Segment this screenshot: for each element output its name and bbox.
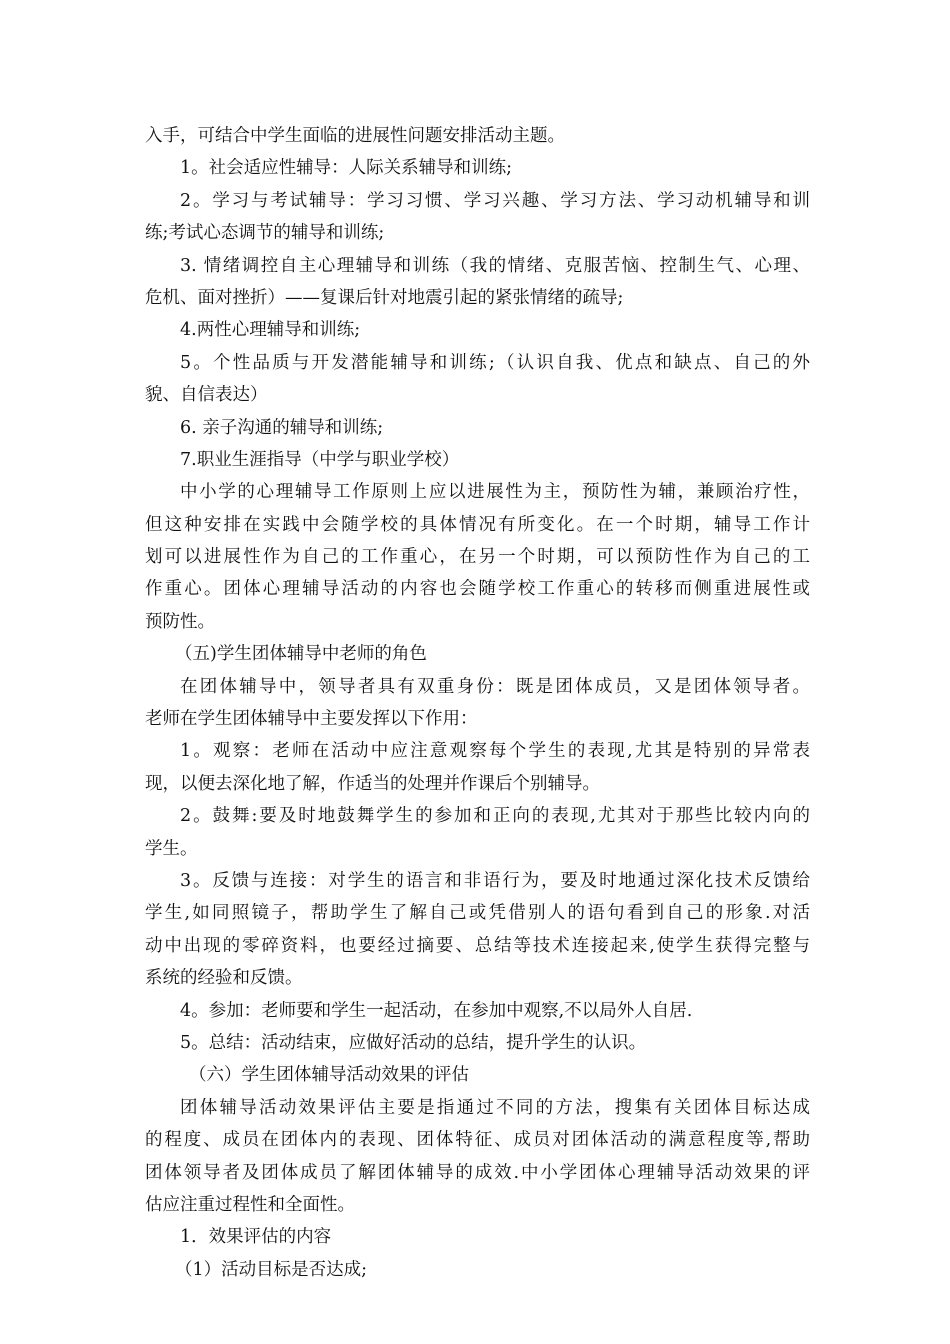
paragraph-line: 团体辅导活动效果评估主要是指通过不同的方法，搜集有关团体目标达成 — [180, 1097, 810, 1118]
text-line: 入手，可结合中学生面临的进展性问题安排活动主题。 — [145, 126, 565, 146]
text-line: 练;考试心态调节的辅导和训练; — [145, 223, 385, 244]
text-line: 现，以便去深化地了解，作适当的处理并作课后个别辅导。 — [145, 773, 600, 794]
text-line: 但这种安排在实践中会随学校的具体情况有所变化。在一个时期，辅导工作计 — [145, 514, 810, 535]
list-item: （1）活动目标是否达成; — [175, 1259, 368, 1280]
text-line: 貌、自信表达） — [145, 385, 268, 406]
text-line: 系统的经验和反馈。 — [145, 968, 303, 989]
text-line: 危机、面对挫折）——复课后针对地震引起的紧张情绪的疏导; — [145, 287, 624, 308]
list-item: 3. 情绪调控自主心理辅导和训练（我的情绪、克服苦恼、控制生气、心理、 — [180, 255, 810, 276]
list-item: 2。学习与考试辅导：学习习惯、学习兴趣、学习方法、学习动机辅导和训 — [180, 190, 810, 211]
text-line: 作重心。团体心理辅导活动的内容也会随学校工作重心的转移而侧重进展性或 — [145, 579, 810, 600]
list-item: 2。鼓舞:要及时地鼓舞学生的参加和正向的表现,尤其对于那些比较内向的 — [180, 806, 810, 827]
paragraph-line: 在团体辅导中，领导者具有双重身份：既是团体成员，又是团体领导者。 — [180, 676, 810, 697]
subheading: 1．效果评估的内容 — [180, 1227, 332, 1248]
list-item: 4。参加：老师要和学生一起活动，在参加中观察,不以局外人自居. — [180, 1000, 693, 1021]
list-item: 7.职业生涯指导（中学与职业学校） — [180, 449, 460, 470]
list-item: 1。观察：老师在活动中应注意观察每个学生的表现,尤其是特别的异常表 — [180, 741, 810, 762]
list-item: 6. 亲子沟通的辅导和训练; — [180, 417, 384, 438]
text-line: 学生,如同照镜子，帮助学生了解自己或凭借别人的语句看到自己的形象.对活 — [145, 903, 810, 924]
list-item: 5。总结：活动结束，应做好活动的总结，提升学生的认识。 — [180, 1032, 647, 1053]
document-page — [145, 120, 810, 1286]
text-line: 的程度、成员在团体内的表现、团体特征、成员对团体活动的满意程度等,帮助 — [145, 1130, 810, 1151]
text-line: 划可以进展性作为自己的工作重心，在另一个时期，可以预防性作为自己的工 — [145, 547, 810, 568]
text-line: 团体领导者及团体成员了解团体辅导的成效.中小学团体心理辅导活动效果的评 — [145, 1162, 810, 1183]
text-line: 预防性。 — [145, 611, 215, 632]
list-item: 3。反馈与连接：对学生的语言和非语行为，要及时地通过深化技术反馈给 — [180, 870, 810, 891]
list-item: 4.两性心理辅导和训练; — [180, 320, 361, 341]
text-line: 老师在学生团体辅导中主要发挥以下作用： — [145, 709, 478, 730]
section-heading: （六）学生团体辅导活动效果的评估 — [189, 1065, 469, 1086]
text-line: 学生。 — [145, 838, 198, 859]
paragraph-line: 中小学的心理辅导工作原则上应以进展性为主，预防性为辅，兼顾治疗性， — [180, 482, 810, 503]
text-line: 动中出现的零碎资料，也要经过摘要、总结等技术连接起来,使学生获得完整与 — [145, 935, 810, 956]
text-line: 估应注重过程性和全面性。 — [145, 1194, 355, 1215]
section-heading: （五)学生团体辅导中老师的角色 — [175, 644, 427, 665]
list-item: 1。社会适应性辅导：人际关系辅导和训练; — [180, 158, 513, 179]
list-item: 5。个性品质与开发潜能辅导和训练;（认识自我、优点和缺点、自己的外 — [180, 352, 810, 373]
